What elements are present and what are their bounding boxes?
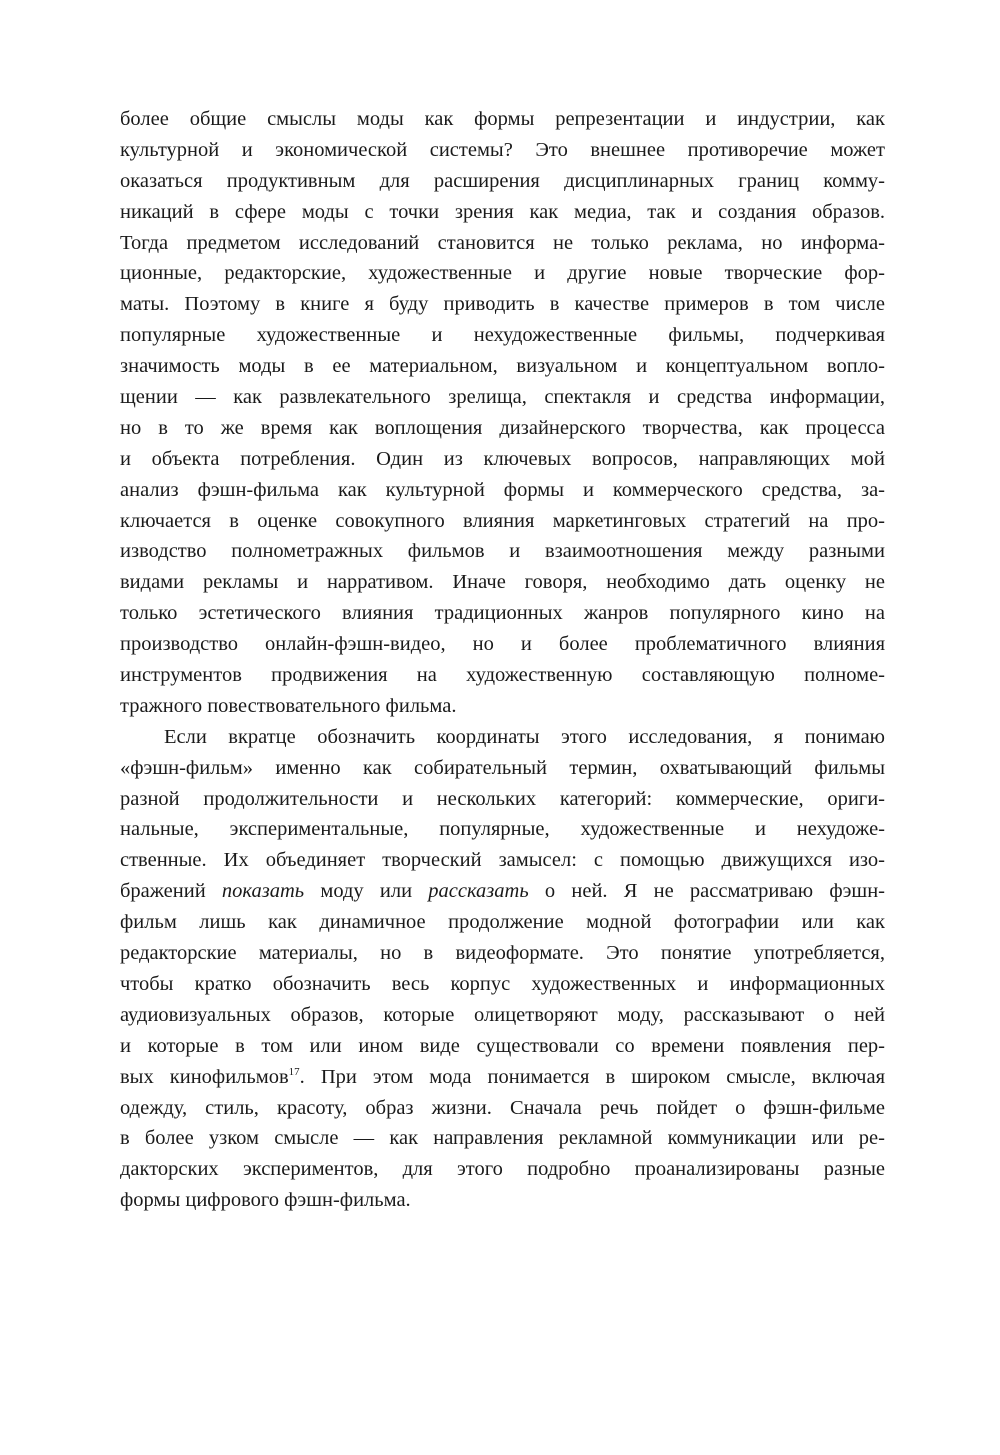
text-line: производство онлайн-фэшн-видео, но и более проблематичного влияния [120, 633, 885, 656]
text-line: Если вкратце обозначить координаты этого исследования, я понимаю [164, 725, 885, 748]
text-line [120, 1062, 885, 1093]
text-span: . При этом мода понимается в широком смысле, включая [299, 1065, 886, 1088]
text-span: бражений [120, 880, 222, 903]
text-line: и объекта потребления. Один из ключевых вопросов, направляющих мой [120, 447, 885, 470]
text-line: разной продолжительности и нескольких категорий: коммерческие, ориги- [120, 787, 885, 810]
paragraph-1 [120, 104, 885, 722]
text-line: ственные. Их объединяет творческий замысел: с помощью движущихся изо- [120, 849, 885, 872]
text-line: аудиовизуальных образов, которые олицетворяют моду, рассказывают о ней [120, 1003, 885, 1026]
text-line: щении — как развлекательного зрелища, спектакля и средства информации, [120, 386, 885, 409]
text-line: маты. Поэтому в книге я буду приводить в качестве примеров в том числе [120, 293, 885, 316]
emphasis-tell: рассказать [428, 880, 529, 903]
text-line: только эстетического влияния традиционных жанров популярного кино на [120, 602, 885, 625]
text-line: более общие смыслы моды как формы репрезентации и индустрии, как [120, 108, 885, 130]
text-line: анализ фэшн-фильма как культурной формы и коммерческого средства, за- [120, 478, 885, 501]
text-line: видами рекламы и нарративом. Иначе говоря, необходимо дать оценку не [120, 571, 885, 594]
text-line: нальные, экспериментальные, популярные, художественные и нехудоже- [120, 818, 885, 841]
text-line: тражного повествовательного фильма. [120, 694, 457, 717]
text-line: значимость моды в ее материальном, визуальном и концептуальном вопло- [120, 355, 885, 378]
text-line: и которые в том или ином виде существовали со времени появления пер- [120, 1034, 885, 1057]
text-line: никаций в сфере моды с точки зрения как медиа, так и создания образов. [120, 200, 885, 223]
text-line: ключается в оценке совокупного влияния маркетинговых стратегий на про- [120, 509, 885, 532]
text-line: в более узком смысле — как направления рекламной коммуникации или ре- [120, 1127, 885, 1150]
text-line: чтобы кратко обозначить весь корпус художественных и информационных [120, 972, 885, 995]
text-line: «фэшн-фильм» именно как собирательный термин, охватывающий фильмы [120, 756, 885, 779]
text-line: фильм лишь как динамичное продолжение модной фотографии или как [120, 911, 885, 934]
text-line: одежду, стиль, красоту, образ жизни. Сначала речь пойдет о фэшн-фильме [120, 1096, 885, 1119]
text-span: о ней. Я не рассматриваю фэшн- [528, 880, 886, 903]
text-line: инструментов продвижения на художественную составляющую полноме- [120, 664, 885, 687]
text-span: моду или [304, 880, 429, 903]
text-line: но в то же время как воплощения дизайнерского творчества, как процесса [120, 416, 885, 439]
text-line: оказаться продуктивным для расширения дисциплинарных границ комму- [120, 169, 885, 192]
text-line: ционные, редакторские, художественные и другие новые творческие фор- [120, 262, 885, 285]
text-line: культурной и экономической системы? Это внешнее противоречие может [120, 138, 885, 161]
text-line: формы цифрового фэшн-фильма. [120, 1189, 411, 1212]
footnote-marker: 17 [288, 1065, 300, 1078]
text-line: изводство полнометражных фильмов и взаимоотношения между разными [120, 540, 885, 563]
text-line: Тогда предметом исследований становится не только реклама, но информа- [120, 231, 885, 254]
text-line [120, 876, 885, 907]
emphasis-show: показать [221, 880, 305, 903]
paragraph-2 [120, 722, 885, 1216]
text-line: популярные художественные и нехудожественные фильмы, подчеркивая [120, 324, 885, 347]
text-line: редакторские материалы, но в видеоформате. Это понятие употребляется, [120, 942, 885, 965]
text-span: вых кинофильмов [120, 1065, 289, 1088]
body-text [120, 104, 885, 1216]
text-line: дакторских экспериментов, для этого подробно проанализированы разные [120, 1158, 885, 1181]
